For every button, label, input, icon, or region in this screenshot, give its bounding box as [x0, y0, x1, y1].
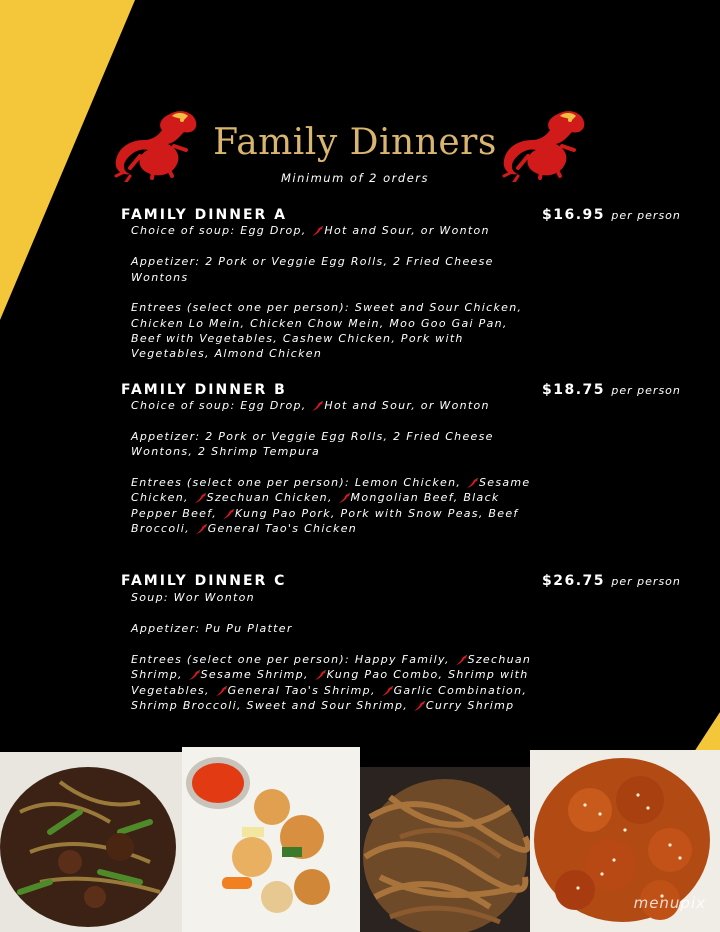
text: Choice of soup: Egg Drop, — [131, 399, 312, 412]
text: Hot and Sour, or Wonton — [324, 224, 490, 237]
food-photo-strip — [0, 742, 720, 932]
entrees-line — [131, 699, 514, 712]
section-title: FAMILY DINNER C — [121, 573, 287, 589]
entrees-line — [131, 668, 529, 681]
entrees-line — [131, 522, 357, 535]
chili-pepper-icon — [222, 509, 235, 520]
text: Sesame — [479, 476, 531, 489]
entrees-line: Vegetables, Almond Chicken — [131, 347, 323, 360]
price-value: $18.75 — [542, 382, 606, 398]
page-title: Family Dinners — [213, 122, 497, 163]
chili-pepper-icon — [455, 655, 468, 666]
soup-line: Soup: Wor Wonton — [131, 591, 255, 604]
price-unit: per person — [611, 384, 681, 397]
food-photo-mongolian-beef — [0, 752, 182, 932]
text: Garlic Combination, — [393, 684, 528, 697]
chili-pepper-icon — [466, 478, 479, 489]
text: Mongolian Beef, Black — [350, 491, 500, 504]
text: Shrimp, — [131, 668, 188, 681]
watermark-text: menupix — [633, 894, 706, 912]
text: Szechuan — [467, 653, 532, 666]
appetizer-line: Wontons — [131, 271, 189, 284]
chili-pepper-icon — [188, 670, 201, 681]
chili-pepper-icon — [215, 686, 228, 697]
food-photo-sweet-sour-shrimp — [182, 747, 360, 932]
entrees-line — [131, 491, 500, 504]
price-value: $26.75 — [542, 573, 606, 589]
text: Szechuan Chicken, — [206, 491, 338, 504]
text: Hot and Sour, or Wonton — [324, 399, 490, 412]
price-unit: per person — [611, 209, 681, 222]
text: General Tao's Shrimp, — [227, 684, 381, 697]
text: Entrees (select one per person): Happy Family, — [131, 653, 455, 666]
text: Curry Shrimp — [425, 699, 515, 712]
entrees-line — [131, 653, 531, 666]
appetizer-line: Appetizer: Pu Pu Platter — [131, 622, 293, 635]
chili-pepper-icon — [381, 686, 394, 697]
chili-pepper-icon — [195, 524, 208, 535]
page-subtitle: Minimum of 2 orders — [280, 171, 430, 185]
entrees-line: Entrees (select one per person): Sweet and Sour Chicken, — [131, 301, 523, 314]
section-title: FAMILY DINNER B — [121, 382, 287, 398]
text: Pepper Beef, — [131, 507, 222, 520]
text: Choice of soup: Egg Drop, — [131, 224, 312, 237]
text: Kung Pao Pork, Pork with Snow Peas, Beef — [234, 507, 519, 520]
price-value: $16.95 — [542, 207, 606, 223]
price — [542, 382, 681, 398]
text: Sesame Shrimp, — [200, 668, 314, 681]
price-unit: per person — [611, 575, 681, 588]
text: General Tao's Chicken — [207, 522, 358, 535]
soup-line — [131, 224, 490, 237]
chili-pepper-icon — [311, 401, 324, 412]
appetizer-line: Appetizer: 2 Pork or Veggie Egg Rolls, 2 Fried Cheese — [131, 255, 494, 268]
text: Broccoli, — [131, 522, 195, 535]
entrees-line — [131, 507, 519, 520]
section-title: FAMILY DINNER A — [121, 207, 288, 223]
price — [542, 573, 681, 589]
text: Shrimp Broccoli, Sweet and Sour Shrimp, — [131, 699, 413, 712]
food-photo-lo-mein — [360, 767, 530, 932]
chili-pepper-icon — [338, 493, 351, 504]
entrees-line — [131, 476, 531, 489]
entrees-line: Chicken Lo Mein, Chicken Chow Mein, Moo Goo Gai Pan, — [131, 317, 508, 330]
soup-line — [131, 399, 490, 412]
chili-pepper-icon — [314, 670, 327, 681]
text: Chicken, — [131, 491, 194, 504]
appetizer-line: Wontons, 2 Shrimp Tempura — [131, 445, 321, 458]
entrees-line: Beef with Vegetables, Cashew Chicken, Pork with — [131, 332, 464, 345]
chili-pepper-icon — [311, 226, 324, 237]
text: Entrees (select one per person): Lemon Chicken, — [131, 476, 466, 489]
appetizer-line: Appetizer: 2 Pork or Veggie Egg Rolls, 2 Fried Cheese — [131, 430, 494, 443]
text: Kung Pao Combo, Shrimp with — [326, 668, 529, 681]
price — [542, 207, 681, 223]
chili-pepper-icon — [413, 701, 426, 712]
text: Vegetables, — [131, 684, 215, 697]
entrees-line — [131, 684, 527, 697]
chili-pepper-icon — [194, 493, 207, 504]
